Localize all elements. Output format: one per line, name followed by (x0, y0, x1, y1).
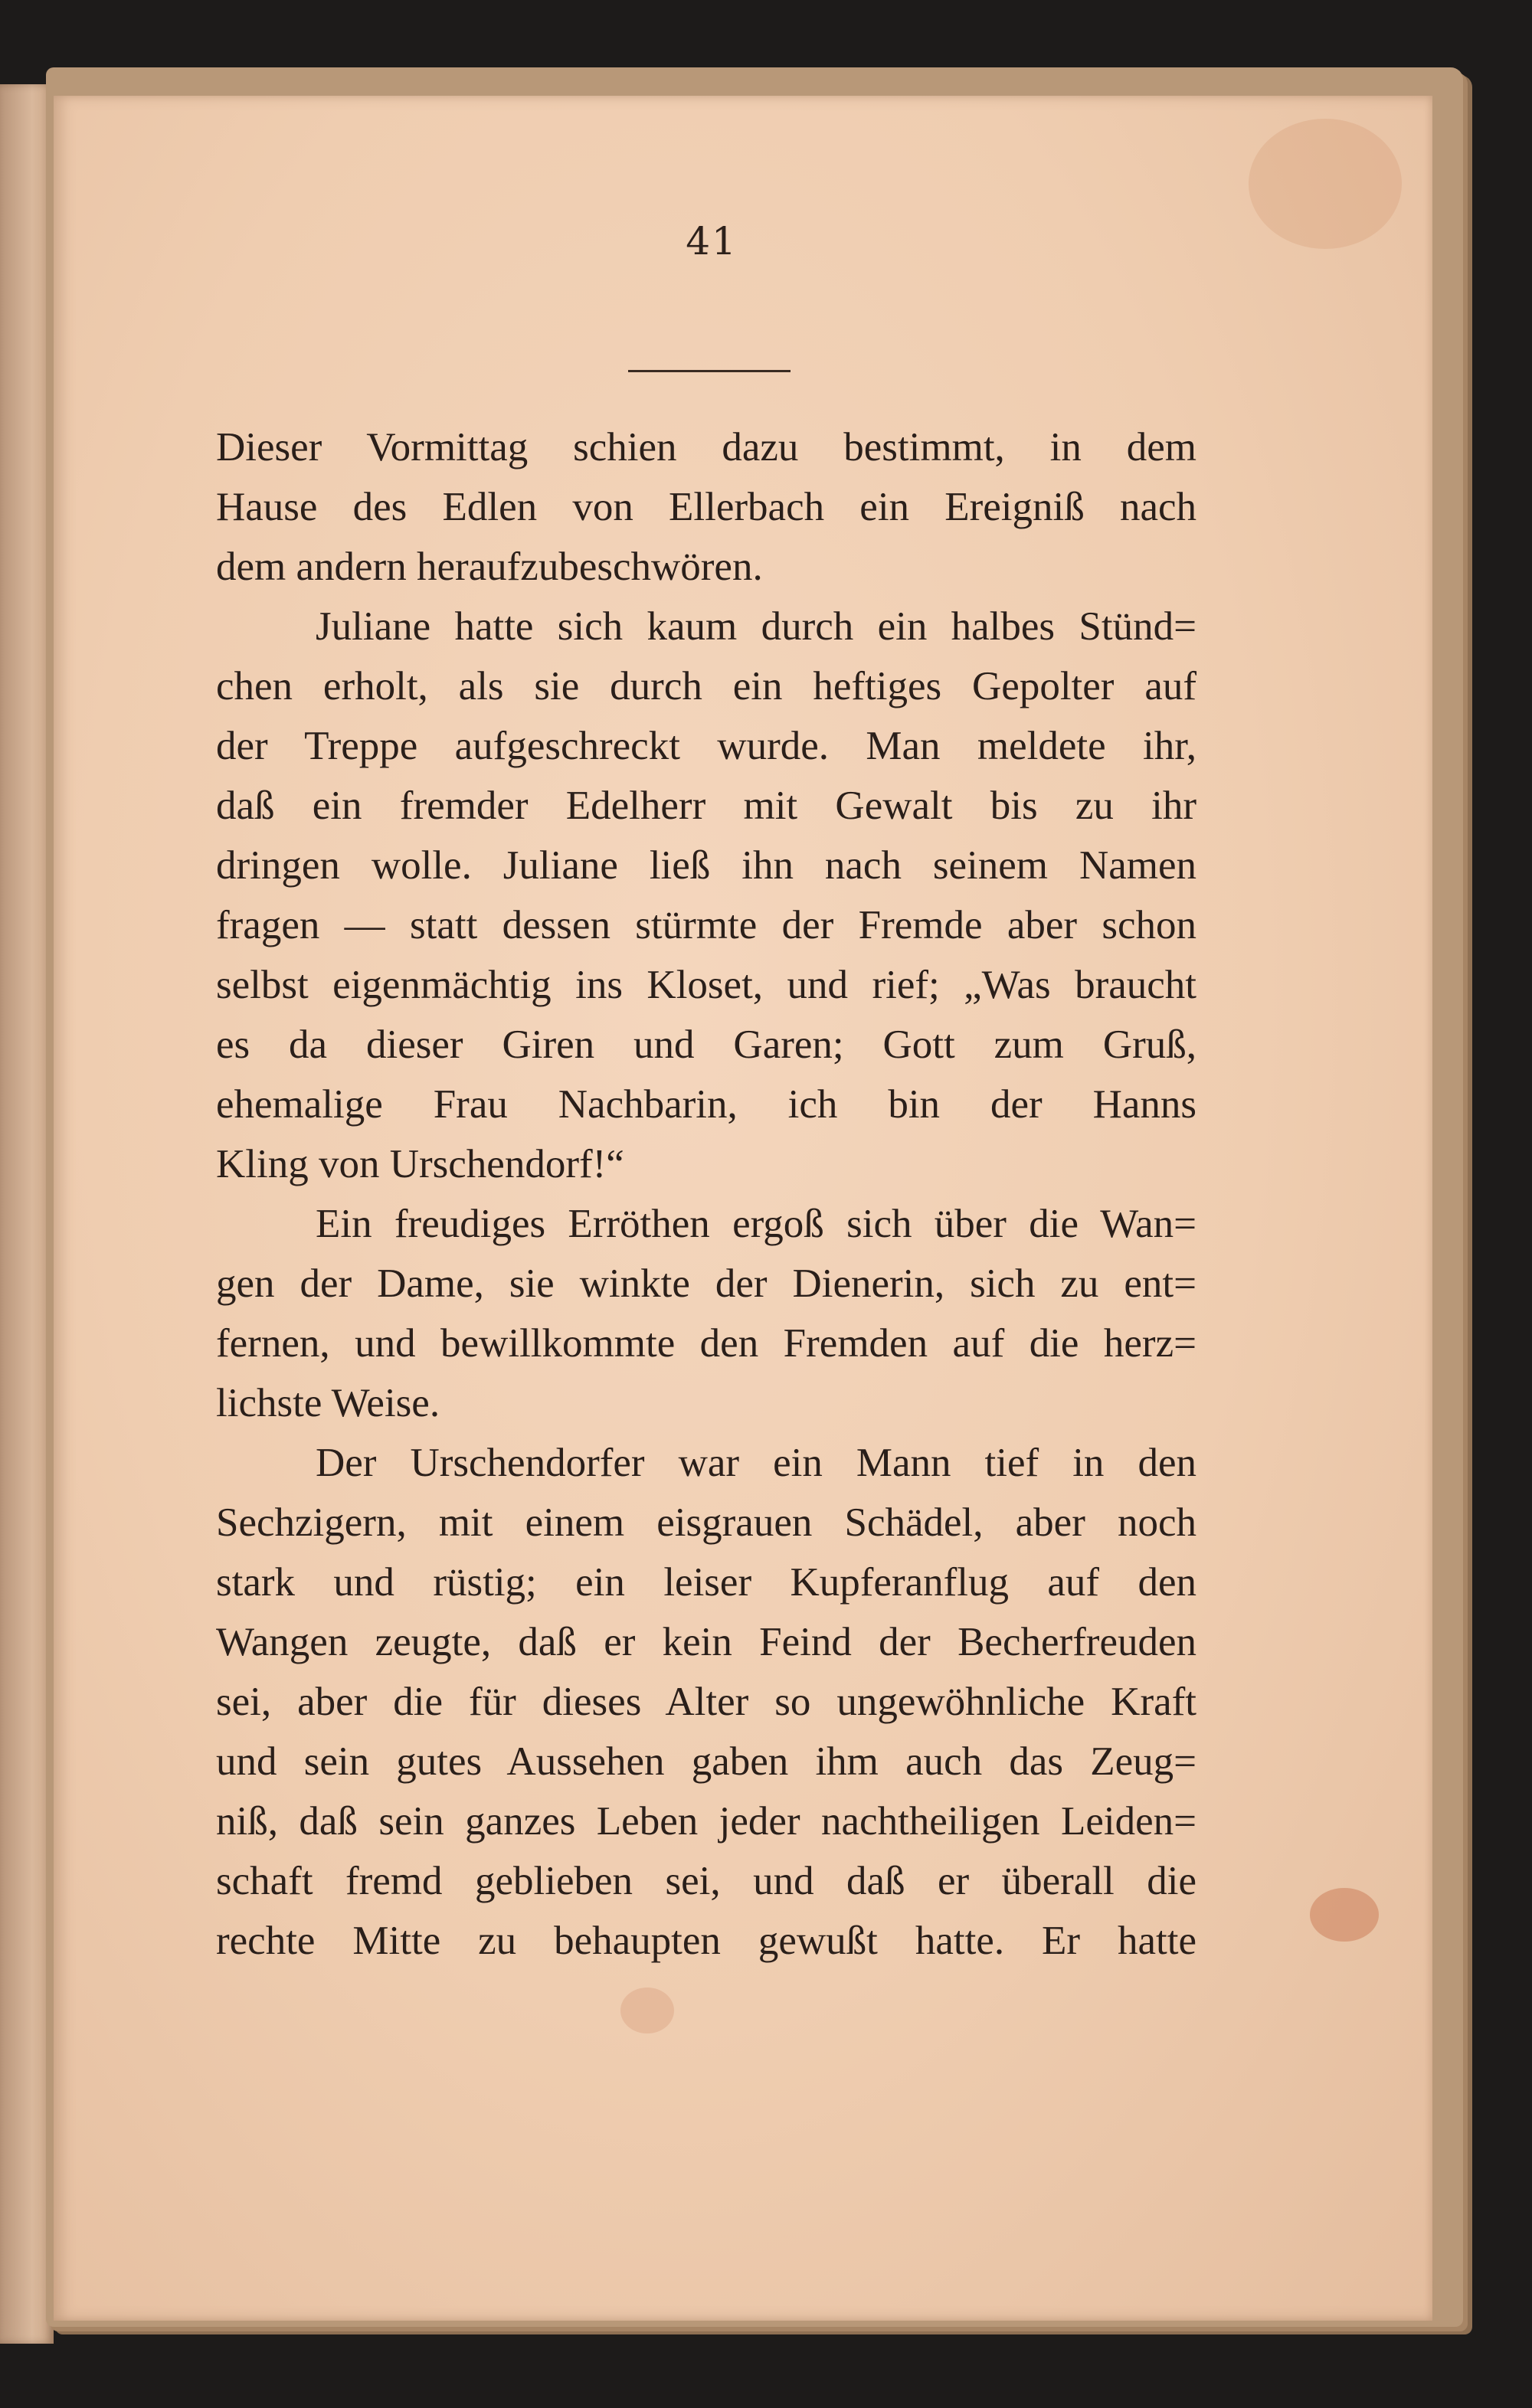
header-rule (628, 370, 791, 372)
text-line: Sechzigern, mit einem eisgrauen Schädel, aber noch (216, 1500, 1196, 1545)
text-line: fernen, und bewillkommte den Fremden auf die herz= (216, 1321, 1196, 1366)
text-line: lichste Weise. (216, 1381, 440, 1425)
text-line: stark und rüstig; ein leiser Kupferanflug auf den (216, 1560, 1196, 1605)
text-line: gen der Dame, sie winkte der Dienerin, sich zu ent= (216, 1261, 1196, 1306)
body-text (216, 417, 1196, 1971)
text-line: Juliane hatte sich kaum durch ein halbes Stünd= (316, 604, 1196, 649)
text-line: dem andern heraufzubeschwören. (216, 545, 763, 589)
paper-stain (1249, 119, 1402, 249)
text-line: Ein freudiges Erröthen ergoß sich über die Wan= (316, 1202, 1196, 1246)
text-line: Der Urschendorfer war ein Mann tief in den (316, 1441, 1196, 1485)
text-line: Hause des Edlen von Ellerbach ein Ereigniß nach (216, 485, 1196, 529)
text-line: sei, aber die für dieses Alter so ungewöhnliche Kraft (216, 1680, 1196, 1724)
text-line: Wangen zeugte, daß er kein Feind der Becherfreuden (216, 1620, 1196, 1664)
text-line: fragen — statt dessen stürmte der Fremde aber schon (216, 903, 1196, 947)
paper-stain (1310, 1888, 1379, 1942)
text-line: ehemalige Frau Nachbarin, ich bin der Hanns (216, 1082, 1196, 1127)
page-number: 41 (686, 219, 738, 263)
text-line: dringen wolle. Juliane ließ ihn nach seinem Namen (216, 843, 1196, 888)
text-line: chen erholt, als sie durch ein heftiges Gepolter auf (216, 664, 1196, 708)
text-line: rechte Mitte zu behaupten gewußt hatte. Er hatte (216, 1919, 1196, 1963)
text-line: Kling von Urschendorf!“ (216, 1142, 624, 1186)
text-line: der Treppe aufgeschreckt wurde. Man meldete ihr, (216, 724, 1196, 768)
paper-stain (620, 1988, 674, 2033)
text-line: schaft fremd geblieben sei, und daß er überall die (216, 1859, 1196, 1903)
text-line: es da dieser Giren und Garen; Gott zum Gruß, (216, 1022, 1196, 1067)
text-line: niß, daß sein ganzes Leben jeder nachtheiligen Leiden= (216, 1799, 1196, 1844)
text-line: und sein gutes Aussehen gaben ihm auch das Zeug= (216, 1739, 1196, 1784)
text-line: selbst eigenmächtig ins Kloset, und rief; „Was braucht (216, 963, 1196, 1007)
text-line: daß ein fremder Edelherr mit Gewalt bis zu ihr (216, 784, 1196, 828)
text-line: Dieser Vormittag schien dazu bestimmt, in dem (216, 425, 1196, 469)
